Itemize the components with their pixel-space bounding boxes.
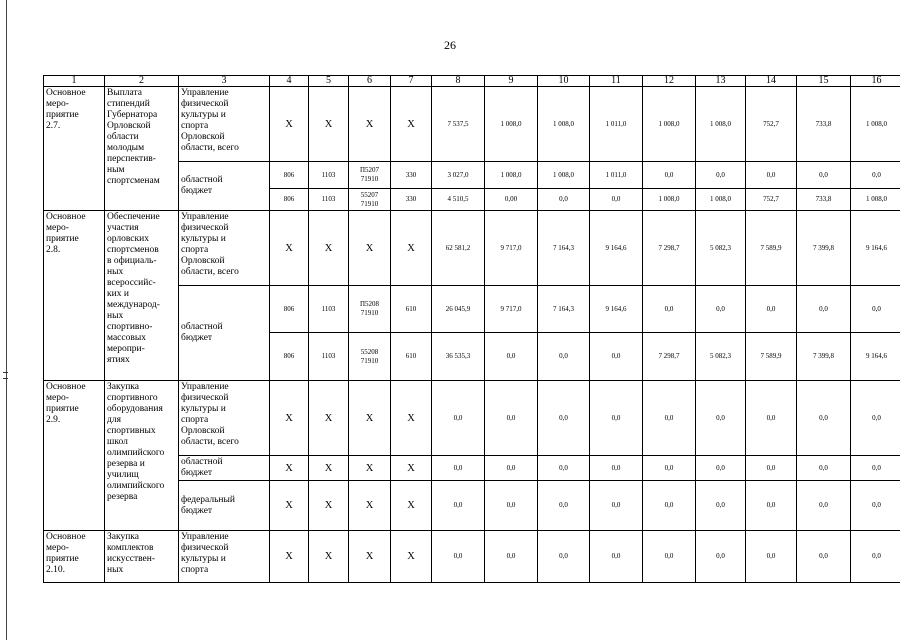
table-cell: 0,0 bbox=[538, 456, 590, 481]
table-cell: 1 008,0 bbox=[851, 87, 900, 162]
executor-cell: федеральный бюджет bbox=[179, 481, 270, 531]
table-cell: 0,0 bbox=[797, 531, 851, 583]
table-cell: 0,0 bbox=[643, 481, 696, 531]
activity-label: Основное меро- приятие 2.9. bbox=[44, 381, 105, 531]
table-cell: 0,0 bbox=[696, 286, 746, 333]
table-cell: 55207 71910 bbox=[349, 189, 391, 211]
table-cell: 1 008,0 bbox=[538, 87, 590, 162]
table-cell: 0,0 bbox=[590, 189, 643, 211]
table-cell: 1103 bbox=[309, 333, 349, 381]
table-cell: X bbox=[349, 211, 391, 286]
table-cell: 4 510,5 bbox=[432, 189, 485, 211]
table-cell: X bbox=[270, 211, 309, 286]
table-cell: 62 581,2 bbox=[432, 211, 485, 286]
table-cell: 0,0 bbox=[643, 456, 696, 481]
table-cell: 0,0 bbox=[538, 381, 590, 456]
edge-mark bbox=[3, 378, 8, 379]
table-cell: 0,0 bbox=[851, 481, 900, 531]
table-cell: X bbox=[309, 381, 349, 456]
table-cell: 0,0 bbox=[485, 381, 538, 456]
table-cell: 806 bbox=[270, 162, 309, 189]
table-cell: X bbox=[309, 481, 349, 531]
table-cell: 610 bbox=[391, 333, 432, 381]
table-cell: 752,7 bbox=[746, 189, 797, 211]
table-cell: 1 008,0 bbox=[851, 189, 900, 211]
table-cell: 0,0 bbox=[851, 456, 900, 481]
table-cell: 330 bbox=[391, 189, 432, 211]
table-cell: 733,8 bbox=[797, 189, 851, 211]
table-cell: 1 008,0 bbox=[643, 189, 696, 211]
col-header: 9 bbox=[485, 76, 538, 87]
table-cell: 1 011,0 bbox=[590, 87, 643, 162]
table-cell: 0,0 bbox=[696, 381, 746, 456]
activity-label: Основное меро- приятие 2.10. bbox=[44, 531, 105, 583]
table-cell: 0,0 bbox=[538, 333, 590, 381]
table-cell: 1 008,0 bbox=[485, 162, 538, 189]
executor-cell: Управление физической культуры и спорта Орловской области, всего bbox=[179, 211, 270, 286]
table-cell: X bbox=[391, 381, 432, 456]
table-cell: 0,0 bbox=[432, 481, 485, 531]
table-cell: 0,0 bbox=[797, 286, 851, 333]
table-cell: 5 082,3 bbox=[696, 211, 746, 286]
col-header: 4 bbox=[270, 76, 309, 87]
table-cell: X bbox=[391, 87, 432, 162]
table-cell: 0,0 bbox=[643, 162, 696, 189]
table-cell: X bbox=[349, 456, 391, 481]
table-cell: 0,0 bbox=[746, 531, 797, 583]
table-cell: X bbox=[270, 481, 309, 531]
table-cell: 1 008,0 bbox=[696, 87, 746, 162]
executor-cell: областной бюджет bbox=[179, 162, 270, 211]
table-cell: 0,0 bbox=[797, 162, 851, 189]
table-cell: 0,0 bbox=[590, 456, 643, 481]
table-cell: 0,0 bbox=[538, 481, 590, 531]
table-cell: 0,0 bbox=[590, 531, 643, 583]
table-cell: 36 535,3 bbox=[432, 333, 485, 381]
col-header: 16 bbox=[851, 76, 900, 87]
table-cell: 1103 bbox=[309, 162, 349, 189]
table-cell: 806 bbox=[270, 333, 309, 381]
col-header: 11 bbox=[590, 76, 643, 87]
table-cell: X bbox=[309, 531, 349, 583]
table-cell: 0,0 bbox=[851, 162, 900, 189]
col-header: 13 bbox=[696, 76, 746, 87]
edge-mark bbox=[3, 372, 8, 373]
table-cell: 9 164,6 bbox=[590, 211, 643, 286]
table-cell: X bbox=[349, 481, 391, 531]
table-cell: X bbox=[270, 87, 309, 162]
table-cell: 0,0 bbox=[797, 481, 851, 531]
table-cell: 0,0 bbox=[432, 456, 485, 481]
col-header: 3 bbox=[179, 76, 270, 87]
table-cell: 0,0 bbox=[696, 162, 746, 189]
table-cell: 0,0 bbox=[746, 456, 797, 481]
table-cell: X bbox=[349, 87, 391, 162]
table-cell: 0,0 bbox=[643, 286, 696, 333]
table-cell: 0,0 bbox=[643, 381, 696, 456]
table-cell: X bbox=[391, 211, 432, 286]
table-cell: X bbox=[391, 456, 432, 481]
table-cell: 1 008,0 bbox=[485, 87, 538, 162]
table-row bbox=[44, 531, 900, 583]
table-cell: 752,7 bbox=[746, 87, 797, 162]
table-cell: X bbox=[391, 531, 432, 583]
table-cell: 9 164,6 bbox=[851, 333, 900, 381]
table-cell: 806 bbox=[270, 189, 309, 211]
table-cell: 0,0 bbox=[696, 481, 746, 531]
table-cell: X bbox=[270, 381, 309, 456]
activity-label: Основное меро- приятие 2.8. bbox=[44, 211, 105, 381]
col-header: 6 bbox=[349, 76, 391, 87]
table-cell: 7 298,7 bbox=[643, 333, 696, 381]
table-cell: 610 bbox=[391, 286, 432, 333]
table-cell: 0,0 bbox=[538, 531, 590, 583]
table-cell: 7 589,9 bbox=[746, 211, 797, 286]
table-cell: X bbox=[349, 531, 391, 583]
activity-name: Выплата стипендий Губернатора Орловской области молодым перспектив- ным спортсменам bbox=[105, 87, 179, 211]
table-row bbox=[44, 381, 900, 456]
table-cell: 7 164,3 bbox=[538, 211, 590, 286]
activity-name: Закупка комплектов искусствен- ных bbox=[105, 531, 179, 583]
left-page-edge bbox=[6, 0, 7, 640]
executor-cell: Управление физической культуры и спорта bbox=[179, 531, 270, 583]
executor-cell: Управление физической культуры и спорта Орловской области, всего bbox=[179, 381, 270, 456]
table-cell: X bbox=[349, 381, 391, 456]
table-cell: 0,0 bbox=[746, 286, 797, 333]
table-cell: 3 027,0 bbox=[432, 162, 485, 189]
table-row bbox=[44, 211, 900, 286]
table-cell: 9 717,0 bbox=[485, 286, 538, 333]
table-cell: 7 298,7 bbox=[643, 211, 696, 286]
table-cell: 0,0 bbox=[696, 531, 746, 583]
col-header: 2 bbox=[105, 76, 179, 87]
table-row bbox=[44, 87, 900, 162]
table-cell: X bbox=[309, 87, 349, 162]
col-header: 1 bbox=[44, 76, 105, 87]
table-cell: 0,0 bbox=[797, 381, 851, 456]
col-header: 5 bbox=[309, 76, 349, 87]
table-cell: X bbox=[270, 456, 309, 481]
table-cell: 0,0 bbox=[746, 381, 797, 456]
table-cell: 7 537,5 bbox=[432, 87, 485, 162]
table-cell: 0,0 bbox=[432, 531, 485, 583]
table-cell: 0,0 bbox=[851, 286, 900, 333]
table-cell: 9 717,0 bbox=[485, 211, 538, 286]
activity-name: Обеспечение участия орловских спортсменов в официаль- ных всероссийс- ких и международ- ных спортивно- массовых меропри- ятиях bbox=[105, 211, 179, 381]
table-cell: X bbox=[270, 531, 309, 583]
table-cell: 0,0 bbox=[643, 531, 696, 583]
table-cell: 1 008,0 bbox=[696, 189, 746, 211]
table-cell: X bbox=[309, 211, 349, 286]
table-cell: 0,0 bbox=[746, 162, 797, 189]
table-cell: X bbox=[391, 481, 432, 531]
table-cell: 1 008,0 bbox=[538, 162, 590, 189]
table-cell: X bbox=[309, 456, 349, 481]
table-cell: 0,0 bbox=[485, 333, 538, 381]
table-cell: П5208 71910 bbox=[349, 286, 391, 333]
table-cell: 0,0 bbox=[590, 333, 643, 381]
table-cell: 0,0 bbox=[485, 481, 538, 531]
table-cell: 26 045,9 bbox=[432, 286, 485, 333]
col-header: 7 bbox=[391, 76, 432, 87]
table-cell: 1103 bbox=[309, 286, 349, 333]
table-cell: 330 bbox=[391, 162, 432, 189]
table-cell: 0,0 bbox=[696, 456, 746, 481]
table-cell: П5207 71910 bbox=[349, 162, 391, 189]
table-cell: 0,0 bbox=[746, 481, 797, 531]
table-cell: 0,0 bbox=[590, 381, 643, 456]
activity-name: Закупка спортивного оборудования для спортивных школ олимпийского резерва и училищ олимпийского резерва bbox=[105, 381, 179, 531]
table-cell: 0,0 bbox=[851, 381, 900, 456]
col-header: 10 bbox=[538, 76, 590, 87]
table-cell: 806 bbox=[270, 286, 309, 333]
table-cell: 0,00 bbox=[485, 189, 538, 211]
table-cell: 1 011,0 bbox=[590, 162, 643, 189]
table-cell: 7 399,8 bbox=[797, 211, 851, 286]
table-cell: 55208 71910 bbox=[349, 333, 391, 381]
table-cell: 9 164,6 bbox=[851, 211, 900, 286]
table-cell: 1 008,0 bbox=[643, 87, 696, 162]
table-cell: 1103 bbox=[309, 189, 349, 211]
table-cell: 0,0 bbox=[485, 456, 538, 481]
table-cell: 733,8 bbox=[797, 87, 851, 162]
col-header: 12 bbox=[643, 76, 696, 87]
table-cell: 9 164,6 bbox=[590, 286, 643, 333]
table-cell: 0,0 bbox=[485, 531, 538, 583]
table-cell: 7 589,9 bbox=[746, 333, 797, 381]
table-cell: 0,0 bbox=[432, 381, 485, 456]
table-cell: 7 399,8 bbox=[797, 333, 851, 381]
executor-cell: Управление физической культуры и спорта Орловской области, всего bbox=[179, 87, 270, 162]
executor-cell: областной бюджет bbox=[179, 456, 270, 481]
col-header: 8 bbox=[432, 76, 485, 87]
table-cell: 0,0 bbox=[797, 456, 851, 481]
table-cell: 7 164,3 bbox=[538, 286, 590, 333]
page-number: 26 bbox=[444, 38, 456, 52]
col-header: 15 bbox=[797, 76, 851, 87]
table-cell: 0,0 bbox=[590, 481, 643, 531]
activity-label: Основное меро- приятие 2.7. bbox=[44, 87, 105, 211]
executor-cell: областной бюджет bbox=[179, 286, 270, 381]
header-row bbox=[44, 76, 900, 87]
table-cell: 0,0 bbox=[851, 531, 900, 583]
budget-table bbox=[43, 75, 900, 583]
col-header: 14 bbox=[746, 76, 797, 87]
table-cell: 5 082,3 bbox=[696, 333, 746, 381]
table-cell: 0,0 bbox=[538, 189, 590, 211]
